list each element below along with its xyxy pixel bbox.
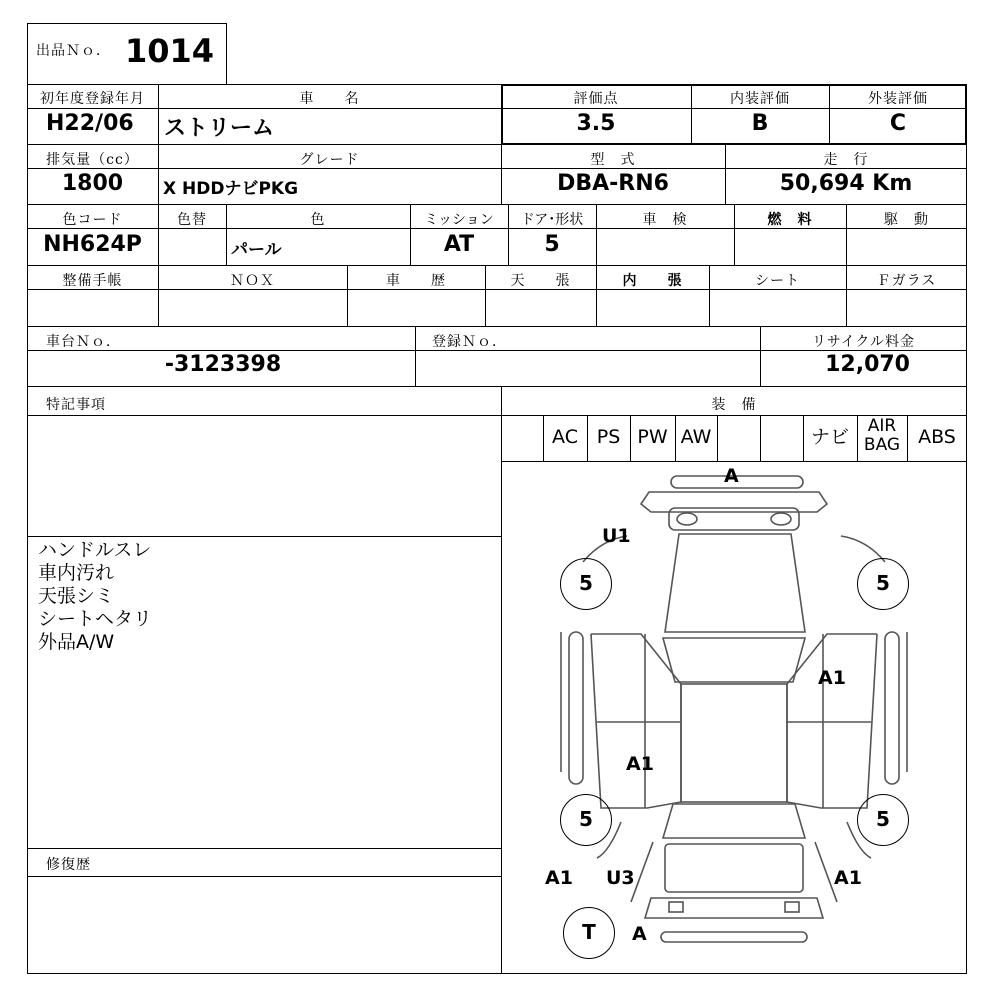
repair-label: 修復歴 [46, 857, 91, 873]
notes-list [38, 539, 488, 654]
grade-label: グレード [299, 152, 360, 168]
nox-label: ＮＯＸ [230, 273, 275, 289]
note-line: 天張シミ [38, 585, 115, 607]
door-value: 5 [544, 232, 560, 257]
chassis-value: -3123398 [164, 352, 282, 377]
model-label: 型 式 [590, 152, 636, 168]
equip-airbag [857, 417, 907, 455]
equip-abs: ABS [918, 426, 956, 448]
mark-a1-bottom-right: A1 [834, 867, 862, 889]
mark-front-a: A [724, 465, 739, 487]
car-name-label: 車 名 [299, 91, 360, 107]
car-name-value: ストリーム [164, 116, 275, 141]
color-change-label: 色替 [177, 212, 207, 228]
chassis-label: 車台Ｎｏ． [46, 334, 121, 350]
equipment-label: 装 備 [711, 397, 757, 413]
mark-a1-right: A1 [818, 667, 846, 689]
displacement-value: 1800 [61, 171, 124, 196]
spare-tire-t: T [563, 907, 615, 959]
first-reg-label: 初年度登録年月 [40, 91, 145, 107]
displacement-label: 排気量（cc） [46, 152, 139, 168]
tire-rear-right: 5 [857, 794, 909, 846]
roof-label: 天 張 [510, 273, 571, 289]
mileage-label: 走 行 [823, 152, 869, 168]
lot-number: 1014 [125, 32, 215, 70]
seat-label: シート [755, 273, 800, 289]
tire-front-right: 5 [857, 558, 909, 610]
drive-label: 駆 動 [884, 212, 929, 228]
inner-label: 内 張 [622, 273, 683, 289]
glass-label: Ｆガラス [876, 273, 937, 289]
equip-navi: ナビ [810, 426, 849, 448]
color-code-value: NH624P [43, 232, 142, 257]
mark-u3: U3 [606, 867, 635, 889]
exterior-value: C [889, 111, 907, 136]
interior-label: 内装評価 [730, 91, 790, 107]
mission-value: AT [443, 232, 475, 257]
mark-a1-bottom-left: A1 [545, 867, 573, 889]
tire-rear-left: 5 [560, 794, 612, 846]
color-label: 色 [310, 212, 326, 228]
mileage-value: 50,694 Km [779, 171, 913, 196]
equip-pw: PW [637, 426, 668, 448]
recycle-label: リサイクル料金 [811, 334, 916, 350]
color-value: パール [231, 240, 282, 260]
history-label: 車 歴 [386, 273, 446, 289]
recycle-value: 12,070 [825, 352, 910, 377]
mark-a1-mid: A1 [626, 753, 654, 775]
grade-value: X HDDナビPKG [163, 179, 299, 199]
notes-label: 特記事項 [46, 397, 106, 413]
inspection-label: 車 検 [642, 212, 688, 228]
equip-air-text: AIR [867, 416, 897, 436]
note-line: 車内汚れ [38, 562, 115, 584]
note-line: ハンドルスレ [38, 539, 152, 561]
equip-ac: AC [552, 426, 578, 448]
note-line: シートヘタリ [38, 608, 153, 630]
score-label: 評価点 [573, 91, 619, 107]
first-reg-value: H22/06 [46, 111, 134, 136]
equip-bag-text: BAG [863, 435, 901, 455]
interior-value: B [751, 111, 769, 136]
tire-front-left: 5 [560, 558, 612, 610]
exterior-label: 外装評価 [868, 91, 928, 107]
model-value: DBA-RN6 [557, 171, 669, 196]
equip-ps: PS [596, 426, 621, 448]
regno-label: 登録Ｎｏ． [432, 334, 507, 350]
door-label: ドア･形状 [520, 212, 584, 228]
color-code-label: 色コード [62, 212, 123, 228]
car-diagram [501, 462, 967, 974]
mark-rear-a: A [632, 923, 647, 945]
note-line: 外品A/W [38, 631, 115, 653]
score-value: 3.5 [576, 111, 616, 136]
maint-label: 整備手帳 [62, 273, 123, 289]
equip-aw: AW [680, 426, 712, 448]
lot-label: 出品Ｎｏ． [36, 43, 111, 59]
mark-u1: U1 [602, 525, 631, 547]
fuel-label: 燃 料 [767, 212, 813, 228]
mission-label: ミッション [424, 212, 494, 228]
